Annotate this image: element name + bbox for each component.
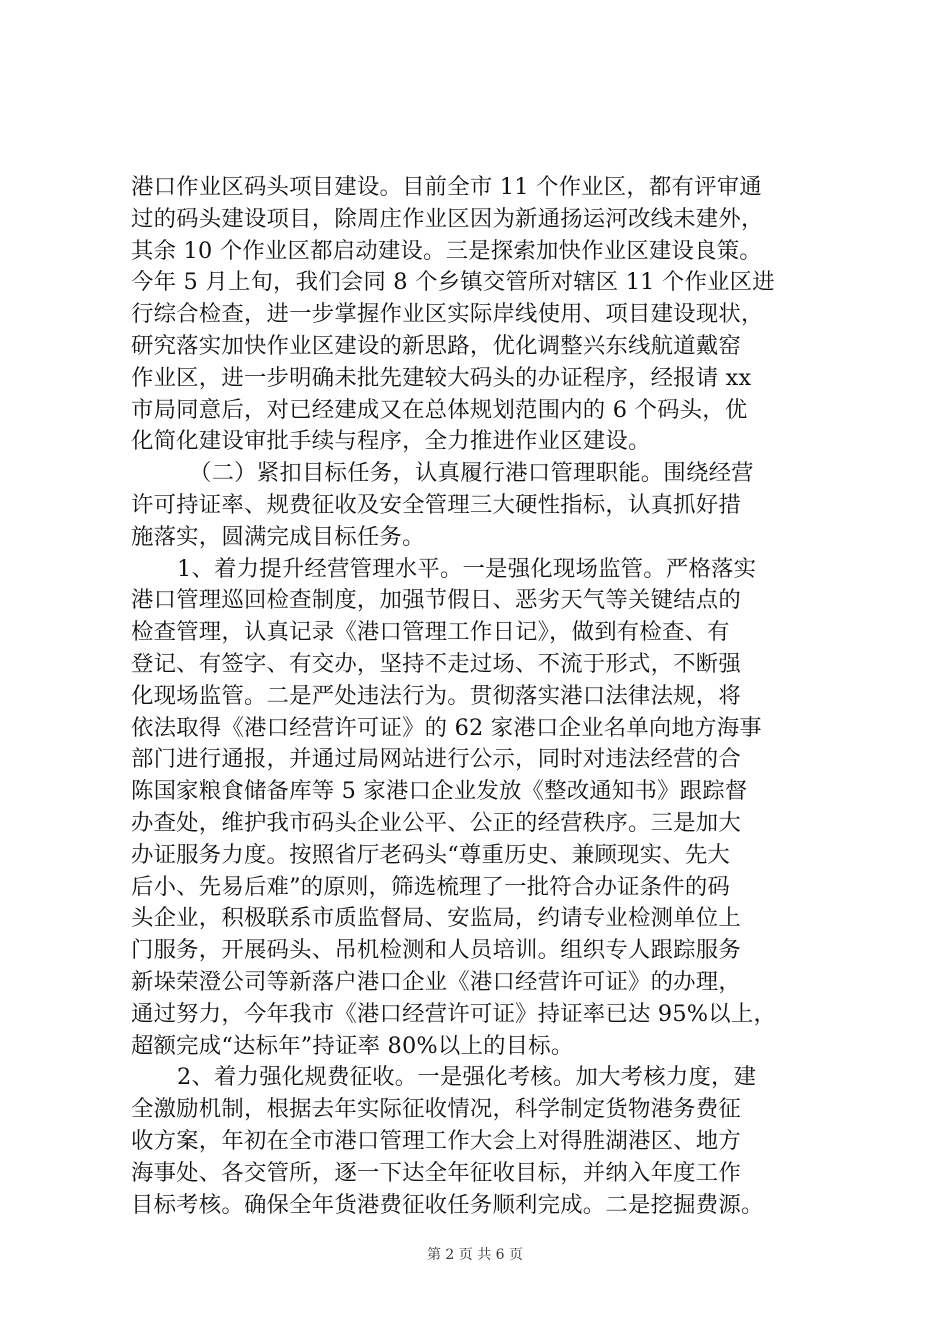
text-line: 全激励机制，根据去年实际征收情况，科学制定货物港务费征 [131, 1096, 741, 1123]
text-line: 过的码头建设项目，除周庄作业区因为新通扬运河改线未建外， [131, 205, 764, 232]
text-line: 作业区，进一步明确未批先建较大码头的办证程序，经报请 xx [131, 364, 752, 391]
text-line: 办查处，维护我市码头企业公平、公正的经营秩序。三是加大 [131, 809, 741, 836]
text-line: 许可持证率、规费征收及安全管理三大硬性指标，认真抓好措 [131, 491, 741, 518]
section-heading-line: （二）紧扣目标任务，认真履行港口管理职能。围绕经营 [189, 460, 754, 487]
text-line: 今年 5 月上旬，我们会同 8 个乡镇交管所对辖区 11 个作业区进 [131, 269, 775, 296]
document-body [131, 172, 845, 1221]
text-line: 港口管理巡回检查制度，加强节假日、恶劣天气等关键结点的 [131, 587, 741, 614]
text-line: 其余 10 个作业区都启动建设。三是探索加快作业区建设良策。 [131, 237, 762, 264]
text-line: 检查管理，认真记录《港口管理工作日记》，做到有检查、有 [131, 619, 730, 646]
text-line: 研究落实加快作业区建设的新思路，优化调整兴东线航道戴窑 [131, 332, 741, 359]
text-line: 陈国家粮食储备库等 5 家港口企业发放《整改通知书》跟踪督 [131, 778, 748, 805]
text-line: 化简化建设审批手续与程序，全力推进作业区建设。 [131, 428, 651, 455]
paragraph-start-line: 2、着力强化规费征收。一是强化考核。加大考核力度，建 [177, 1064, 757, 1091]
text-line: 通过努力，今年我市《港口经营许可证》持证率已达 95%以上， [131, 1000, 777, 1027]
text-line: 港口作业区码头项目建设。目前全市 11 个作业区，都有评审通 [131, 174, 762, 200]
page-number-footer: 第 2 页 共 6 页 [426, 1247, 524, 1263]
text-line: 目标考核。确保全年货港费征收任务顺利完成。二是挖掘费源。 [131, 1191, 764, 1218]
text-line: 海事处、各交管所，逐一下达全年征收目标，并纳入年度工作 [131, 1159, 741, 1186]
text-line: 新垛荣澄公司等新落户港口企业《港口经营许可证》的办理， [131, 968, 741, 995]
text-line: 门服务，开展码头、吊机检测和人员培训。组织专人跟踪服务 [131, 937, 741, 964]
text-line: 部门进行通报，并通过局网站进行公示，同时对违法经营的合 [131, 746, 741, 773]
text-line: 施落实，圆满完成目标任务。 [131, 523, 425, 550]
text-line: 后小、先易后难”的原则，筛选梳理了一批符合办证条件的码 [131, 873, 731, 900]
text-line: 依法取得《港口经营许可证》的 62 家港口企业名单向地方海事 [131, 714, 762, 741]
text-line: 办证服务力度。按照省厅老码头“尊重历史、兼顾现实、先大 [131, 841, 731, 868]
text-line: 头企业，积极联系市质监督局、安监局，约请专业检测单位上 [131, 905, 741, 932]
text-line: 超额完成“达标年”持证率 80%以上的目标。 [131, 1032, 574, 1059]
text-line: 市局同意后，对已经建成又在总体规划范围内的 6 个码头，优 [131, 396, 748, 423]
text-line: 行综合检查，进一步掌握作业区实际岸线使用、项目建设现状， [131, 301, 764, 328]
text-line: 登记、有签字、有交办，坚持不走过场、不流于形式，不断强 [131, 650, 741, 677]
text-line: 化现场监管。二是严处违法行为。贯彻落实港口法律法规，将 [131, 682, 741, 709]
paragraph-start-line: 1、着力提升经营管理水平。一是强化现场监管。严格落实 [177, 555, 757, 582]
text-line: 收方案，年初在全市港口管理工作大会上对得胜湖港区、地方 [131, 1127, 741, 1154]
